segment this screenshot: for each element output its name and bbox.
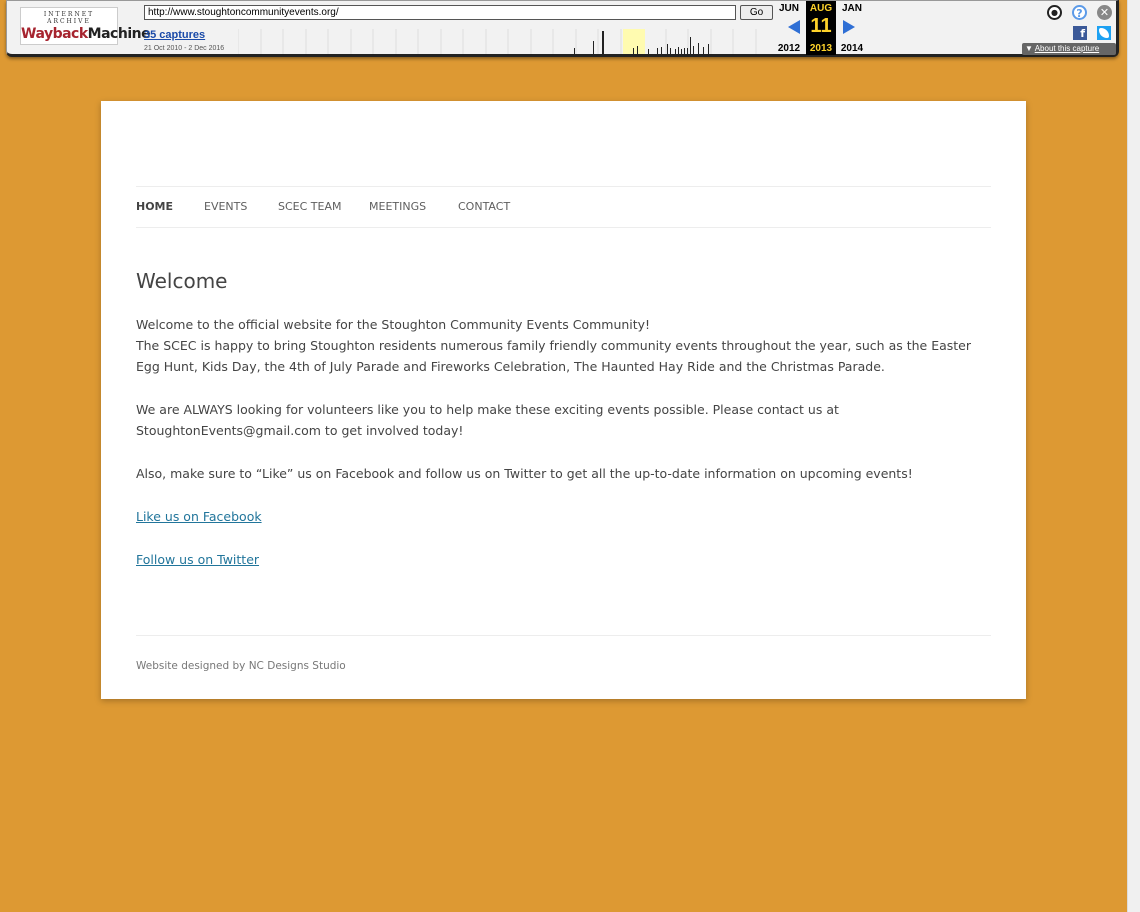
close-icon[interactable]: ✕ xyxy=(1097,5,1112,20)
twitter-link[interactable]: Follow us on Twitter xyxy=(136,552,260,567)
wayback-logo[interactable] xyxy=(20,7,151,45)
volunteer-paragraph: We are ALWAYS looking for volunteers like you to help make these exciting events possible. Please contact us at StoughtonEvents@gmail.com to get involved today! xyxy=(136,402,839,438)
prev-year[interactable]: 2012 xyxy=(777,43,801,54)
captures-link[interactable]: 35 captures xyxy=(144,29,206,41)
capture-sparkline[interactable] xyxy=(238,29,773,54)
about-capture-label: About this capture xyxy=(1034,44,1100,53)
footer-credit: Website designed by NC Designs Studio xyxy=(136,660,346,672)
footer-divider xyxy=(136,635,991,636)
go-button[interactable]: Go xyxy=(740,5,773,20)
wayback-toolbar xyxy=(6,0,1119,57)
prev-month[interactable]: JUN xyxy=(778,3,799,14)
nav-item-scec-team[interactable]: SCEC TEAM xyxy=(278,200,342,213)
next-year[interactable]: 2014 xyxy=(840,43,864,54)
facebook-share-icon[interactable]: f xyxy=(1073,26,1087,40)
nav-item-home[interactable]: HOME xyxy=(136,200,174,213)
page-scrollbar[interactable] xyxy=(1127,0,1140,912)
main-navigation xyxy=(136,186,991,228)
logo-main-a: Wayback xyxy=(21,26,88,42)
social-paragraph: Also, make sure to “Like” us on Facebook and follow us on Twitter to get all the up-to-date information on upcoming events! xyxy=(136,466,913,481)
logo-top-text: INTERNET ARCHIVE xyxy=(43,11,95,25)
url-input[interactable]: http://www.stoughtoncommunityevents.org/ xyxy=(144,5,736,20)
intro-line: Welcome to the official website for the Stoughton Community Events Community! xyxy=(136,317,651,332)
help-icon[interactable]: ? xyxy=(1072,5,1087,20)
prev-capture-arrow-icon[interactable] xyxy=(788,20,800,34)
intro-paragraph: The SCEC is happy to bring Stoughton residents numerous family friendly community events throughout the year, such as the Easter Egg Hunt, Kids Day, the 4th of July Parade and Fireworks Celebration, The Haunted Hay Ride and the Christmas Parade. xyxy=(136,338,972,374)
next-capture-arrow-icon[interactable] xyxy=(843,20,855,34)
capture-date-range: 21 Oct 2010 - 2 Dec 2016 xyxy=(144,45,225,52)
user-icon[interactable]: ● xyxy=(1047,5,1062,20)
current-day: 11 xyxy=(810,15,832,37)
nav-item-meetings[interactable]: MEETINGS xyxy=(369,200,427,213)
facebook-link[interactable]: Like us on Facebook xyxy=(136,509,262,524)
about-capture-button[interactable]: ▼ About this capture xyxy=(1022,43,1116,55)
nav-item-contact[interactable]: CONTACT xyxy=(458,200,511,213)
site-page xyxy=(101,101,1026,699)
logo-main-text xyxy=(21,25,151,43)
twitter-share-icon[interactable] xyxy=(1097,26,1111,40)
logo-main-b: Machine xyxy=(87,26,151,42)
nav-item-events[interactable]: EVENTS xyxy=(204,200,248,213)
page-title: Welcome xyxy=(136,269,228,293)
current-month: AUG xyxy=(809,3,833,14)
next-month[interactable]: JAN xyxy=(841,3,862,14)
current-year: 2013 xyxy=(809,43,833,54)
